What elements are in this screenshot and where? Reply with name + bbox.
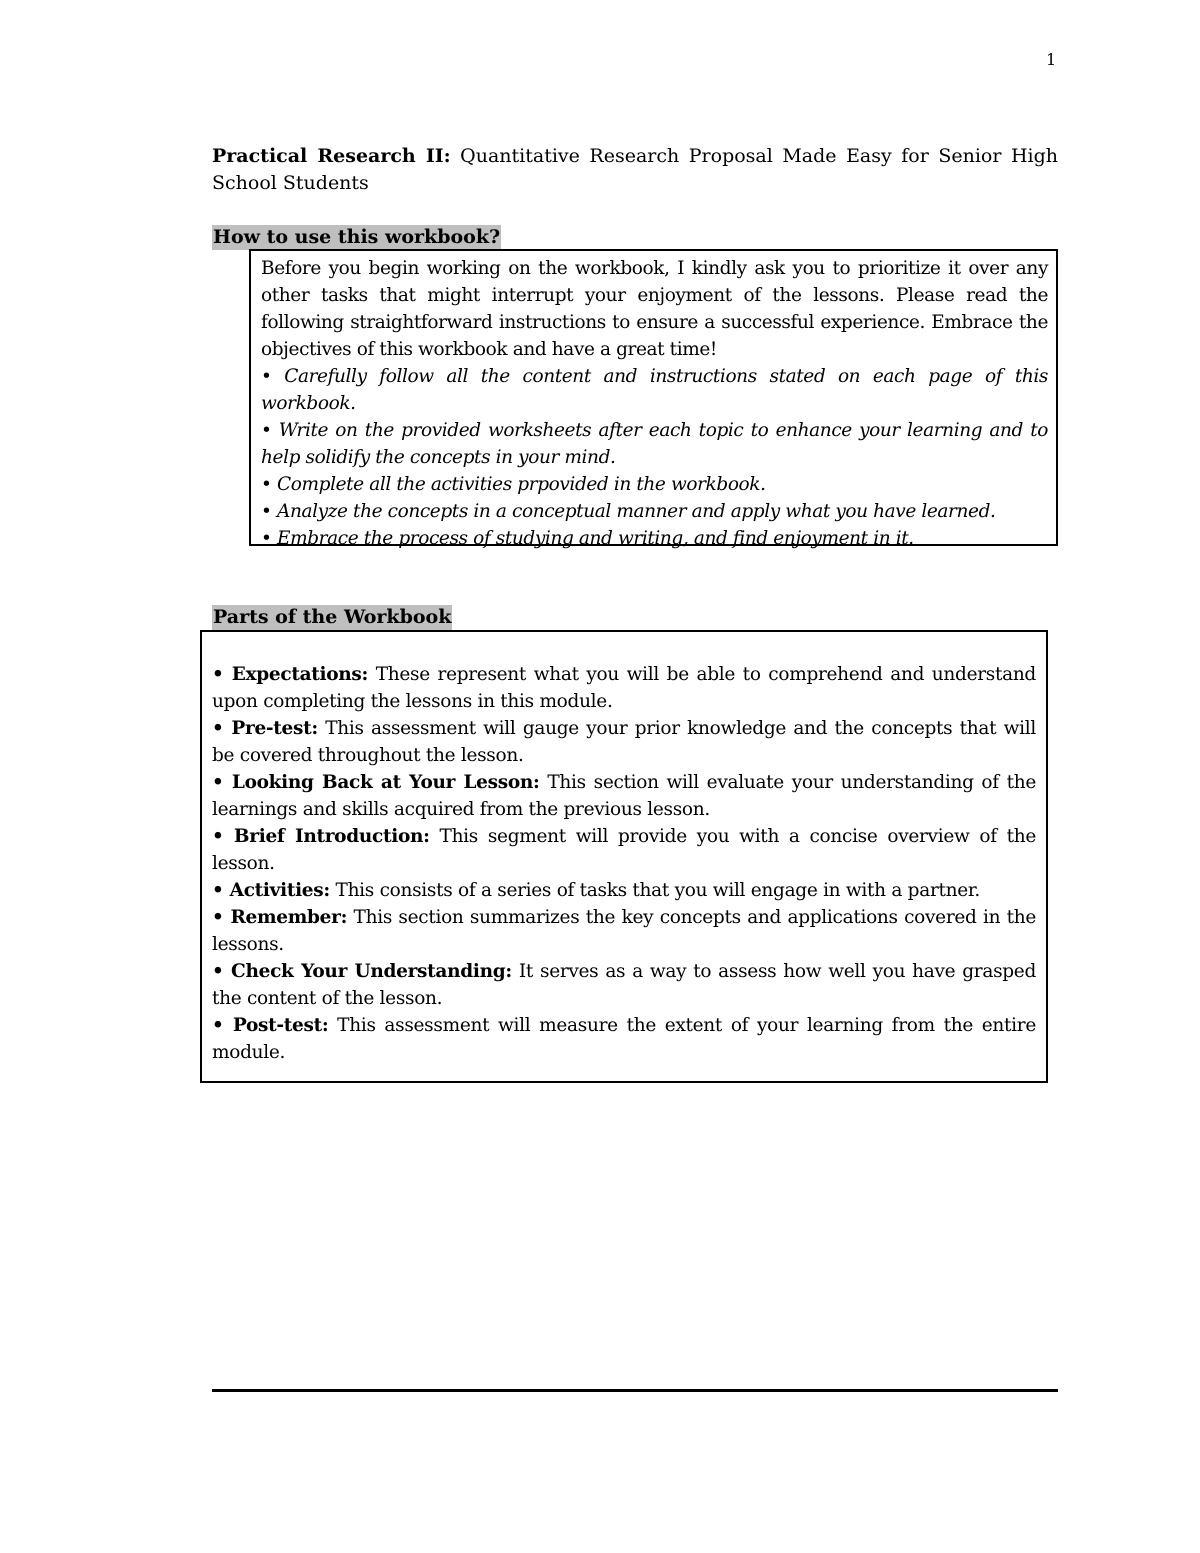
usage-bullet: • Embrace the process of studying and writing, and find enjoyment in it.: [261, 528, 914, 549]
part-item: [212, 715, 1036, 769]
part-desc: These represent what you will be able to comprehend and understand upon completing the lessons in this module.: [212, 664, 1036, 712]
usage-instructions-box: [249, 249, 1058, 549]
parts-list: [212, 661, 1036, 1066]
footer-divider: [212, 1389, 1058, 1392]
part-desc: This assessment will measure the extent of your learning from the entire module.: [212, 1015, 1036, 1063]
part-desc: It serves as a way to assess how well you have grasped the content of the lesson.: [212, 961, 1036, 1009]
part-term: • Activities:: [212, 880, 330, 901]
usage-intro: Before you begin working on the workbook, I kindly ask you to prioritize it over any other tasks that might interrupt your enjoyment of the lessons. Please read the following straightforward instructions to ensure a successful experience. Embrace the objectives of this workbook and have a great time!: [261, 258, 1048, 360]
part-desc: This section summarizes the key concepts and applications covered in the lessons.: [212, 907, 1036, 955]
part-term: • Expectations:: [212, 664, 369, 685]
part-item: [212, 904, 1036, 958]
part-desc: This section will evaluate your understanding of the learnings and skills acquired from the previous lesson.: [212, 772, 1036, 820]
part-term: • Pre-test:: [212, 718, 318, 739]
part-item: [212, 823, 1036, 877]
part-term: • Remember:: [212, 907, 348, 928]
part-item: [212, 877, 1036, 904]
usage-bullet: • Carefully follow all the content and instructions stated on each page of this workbook.: [261, 366, 1048, 414]
document-title: [212, 143, 1058, 197]
part-term: • Post-test:: [212, 1015, 329, 1036]
part-term: • Check Your Understanding:: [212, 961, 512, 982]
title-rest: Quantitative Research Proposal Made Easy for Senior High School Students: [212, 145, 1059, 194]
workbook-parts-box: [200, 630, 1048, 1083]
usage-bullet-list: [261, 363, 1048, 552]
part-item: [212, 769, 1036, 823]
part-item: [212, 1012, 1036, 1066]
part-desc: This consists of a series of tasks that you will engage in with a partner.: [335, 880, 980, 901]
part-desc: This assessment will gauge your prior knowledge and the concepts that will be covered throughout the lesson.: [212, 718, 1036, 766]
title-bold: Practical Research II:: [212, 145, 451, 167]
usage-bullet: • Analyze the concepts in a conceptual manner and apply what you have learned.: [261, 501, 996, 522]
usage-bullet: • Complete all the activities prpovided in the workbook.: [261, 474, 766, 495]
usage-heading: How to use this workbook?: [213, 226, 501, 248]
part-desc: This segment will provide you with a concise overview of the lesson.: [212, 826, 1036, 874]
parts-heading: Parts of the Workbook: [213, 606, 452, 628]
part-item: [212, 958, 1036, 1012]
part-term: • Looking Back at Your Lesson:: [212, 772, 540, 793]
part-item: [212, 661, 1036, 715]
page-number: 1: [1046, 50, 1057, 69]
usage-bullet: • Write on the provided worksheets after each topic to enhance your learning and to help solidify the concepts in your mind.: [261, 420, 1048, 468]
part-term: • Brief Introduction:: [212, 826, 430, 847]
